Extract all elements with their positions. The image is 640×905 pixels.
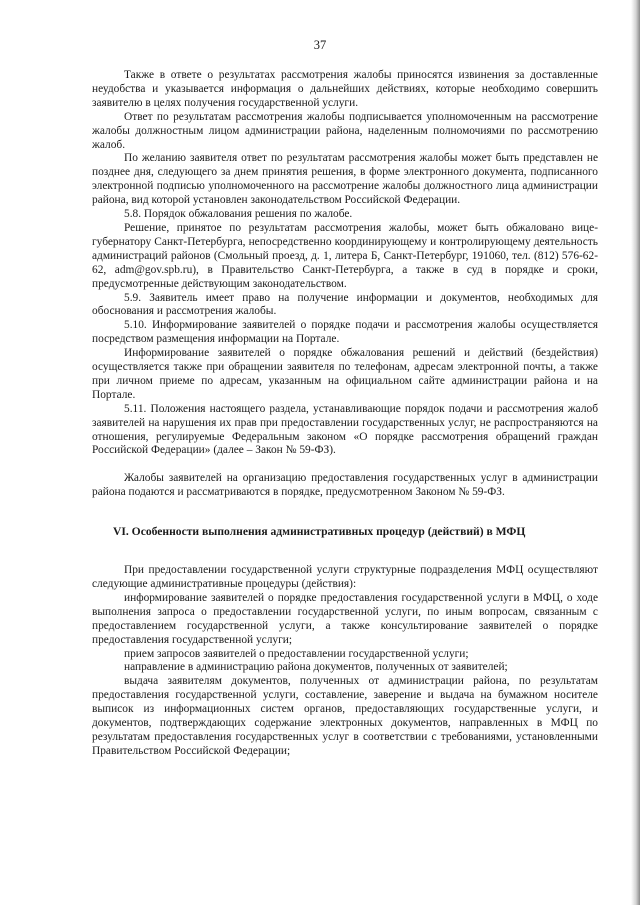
paragraph: Решение, принятое по результатам рассмотрения жалобы, может быть обжаловано вице-губернатору Санкт-Петербурга, непосредственно координирующему и контролирующему деятельность администраций районов (Смольный проезд, д. 1, литера Б, Санкт-Петербург, 191060, тел. (812) 576-62-62, adm@gov.spb.ru), в Правительство Санкт-Петербурга, а также в суд в порядке и сроки, предусмотренные действующим законодательством.: [92, 221, 598, 290]
list-item: выдача заявителям документов, полученных от администрации района, по результатам предоставления государственной услуги, составление, заверение и выдача на бумажном носителе выписок из информационных систем органов, предоставляющих государственные услуги, и документов, подтверждающих содержание электронных документов, направленных в МФЦ по результатам предоставления государственных услуг в соответствии с требованиями, установленными Правительством Российской Федерации;: [92, 675, 598, 757]
paragraph: 5.9. Заявитель имеет право на получение информации и документов, необходимых для обоснования и рассмотрения жалобы.: [92, 291, 598, 318]
scan-page-edge: [631, 0, 640, 905]
section-heading: VI. Особенности выполнения административных процедур (действий) в МФЦ: [113, 525, 526, 539]
paragraph: Также в ответе о результатах рассмотрения жалобы приносятся извинения за доставленные неудобства и указывается информация о дальнейших действиях, которые необходимо совершить заявителю в целях получения государственной услуги.: [92, 69, 598, 109]
paragraph: 5.8. Порядок обжалования решения по жалобе.: [124, 208, 353, 221]
paragraph: Информирование заявителей о порядке обжалования решений и действий (бездействия) осуществляется также при обращении заявителя по телефонам, адресам электронной почты, а также при личном приеме по адресам, указанным на официальном сайте администрации района и на Портале.: [92, 347, 598, 401]
list-item: прием запросов заявителей о предоставлении государственной услуги;: [124, 647, 469, 660]
paragraph: Ответ по результатам рассмотрения жалобы подписывается уполномоченным на рассмотрение жалобы должностным лицом администрации района, наделенным полномочиями по рассмотрению жалоб.: [92, 110, 598, 151]
paragraph: 5.10. Информирование заявителей о порядке подачи и рассмотрения жалобы осуществляется посредством размещения информации на Портале.: [92, 319, 598, 346]
paragraph: Жалобы заявителей на организацию предоставления государственных услуг в администрации района подаются и рассматриваются в порядке, предусмотренном Законом № 59-ФЗ.: [92, 472, 598, 499]
document-body: [92, 69, 598, 759]
page-number: 37: [313, 38, 327, 52]
list-item: информирование заявителей о порядке предоставления государственной услуги в МФЦ, о ходе выполнения запроса о предоставлении государственной услуги, по иным вопросам, связанным с предоставлением государственной услуги, а также консультирование заявителей о порядке предоставления государственной услуги;: [92, 591, 598, 646]
paragraph: 5.11. Положения настоящего раздела, устанавливающие порядок подачи и рассмотрения жалоб заявителей на нарушения их прав при предоставлении государственных услуг, не распространяются на отношения, регулируемые Федеральным законом «О порядке рассмотрения обращений граждан Российской Федерации» (далее – Закон № 59-ФЗ).: [92, 402, 598, 457]
paragraph: По желанию заявителя ответ по результатам рассмотрения жалобы может быть представлен не позднее дня, следующего за днем принятия решения, в форме электронного документа, подписанного электронной подписью уполномоченного на рассмотрение жалобы должностного лица администрации района, вид которой установлен законодательством Российской Федерации.: [92, 152, 598, 207]
paragraph: При предоставлении государственной услуги структурные подразделения МФЦ осуществляют следующие административные процедуры (действия):: [92, 564, 598, 590]
list-item: направление в администрацию района документов, полученных от заявителей;: [124, 661, 508, 674]
